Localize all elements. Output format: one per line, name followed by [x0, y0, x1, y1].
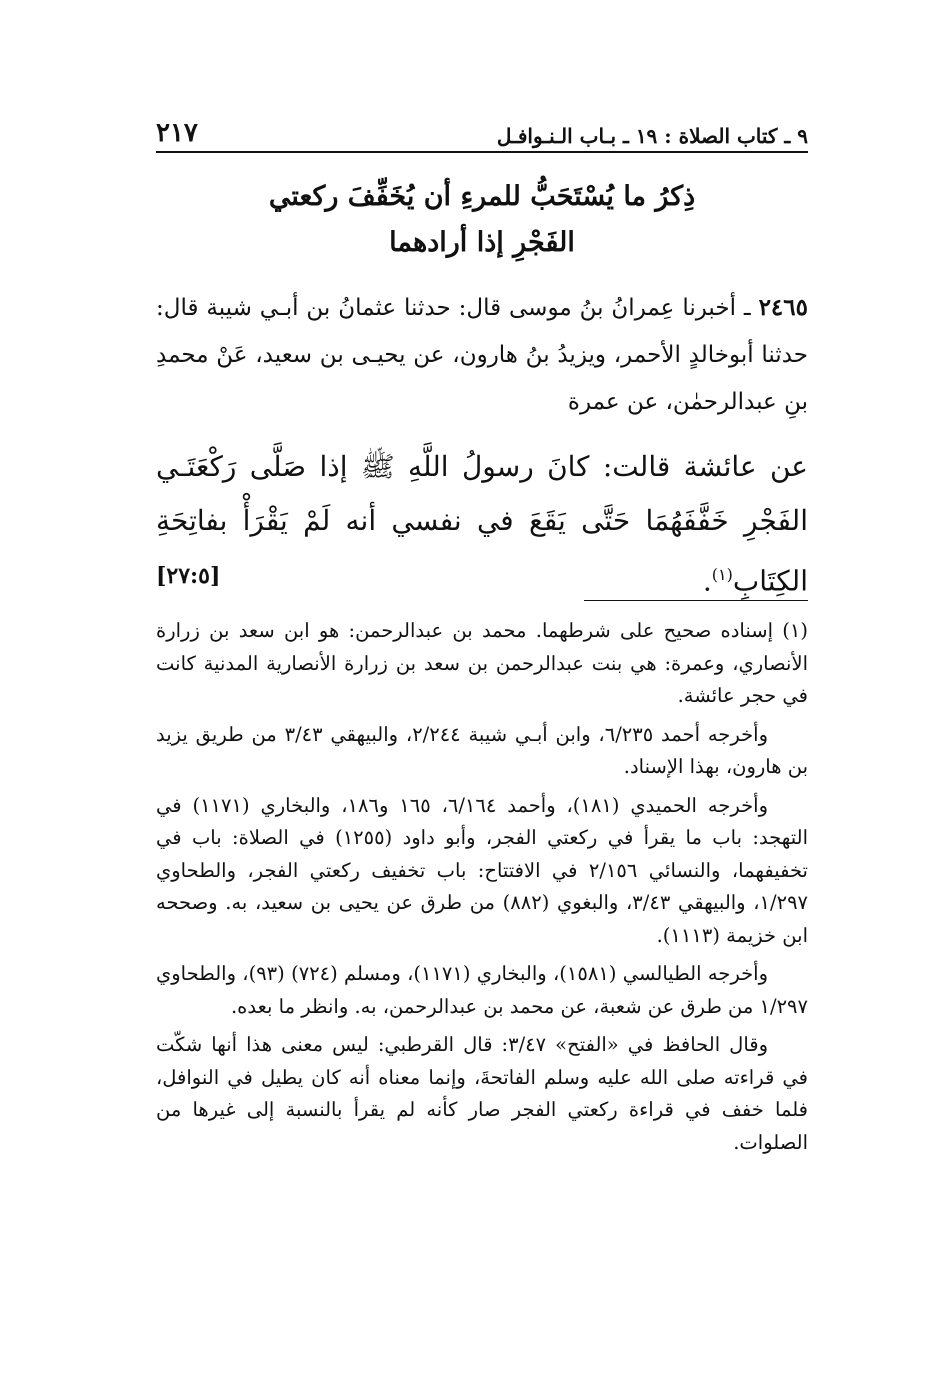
hadith-reference: [٢٧:٥]	[156, 563, 221, 589]
footnote-paragraph: وأخرجه الحميدي (١٨١)، وأحمد ٦/١٦٤، ١٦٥ و١٨٦، والبخاري (١١٧١) في التهجد: باب ما يقرأ في ركعتي الفجر، وأبو داود (١٢٥٥) في الصلاة: باب في تخفيفهما، والنسائي ٢/١٥٦ في الافتتاح: باب تخفيف ركعتي الفجر، والطحاوي ١/٢٩٧، والبيهقي ٣/٤٣، والبغوي (٨٨٢) من طرق عن يحيى بن سعيد، به. وصححه ابن خزيمة (١١١٣).	[156, 793, 809, 947]
chapter-title-line-2: الفَجْرِ إذا أرادهما	[389, 227, 575, 258]
matn-text: عن عائشة قالت: كانَ رسولُ اللَّهِ ﷺ إذا صَلَّى رَكْعَتَـي الفَجْرِ خَفَّفَهُمَا حَتَّى يَقَعَ في نفسي أنه لَمْ يَقْرَأْ بفاتِحَةِ الكِتَابِ	[156, 450, 808, 598]
page-number: ٢١٧	[156, 118, 198, 148]
chapter-title-line-1: ذِكرُ ما يُسْتَحَبُّ للمرءِ أن يُخَفِّفَ ركعتي	[268, 181, 696, 212]
footnote-paragraph: (١) إسناده صحيح على شرطهما. محمد بن عبدالرحمن: هو ابن سعد بن زرارة الأنصاري، وعمرة: هي بنت عبدالرحمن بن سعد بن زرارة الأنصارية المدنية كانت في حجر عائشة.	[156, 619, 808, 707]
running-title: ٩ ـ كتاب الصلاة : ١٩ ـ بـاب الـنـوافـل	[496, 124, 808, 148]
footnote-paragraph: وأخرجه أحمد ٦/٢٣٥، وابن أبـي شيبة ٢/٢٤٤، والبيهقي ٣/٤٣ من طريق يزيد بن هارون، بهذا الإسناد.	[156, 722, 808, 778]
footnote-paragraph: وأخرجه الطيالسي (١٥٨١)، والبخاري (١١٧١)، ومسلم (٧٢٤) (٩٣)، والطحاوي ١/٢٩٧ من طرق عن شعبة، عن محمد بن عبدالرحمن، به. وانظر ما بعده.	[156, 962, 808, 1018]
footnote-divider	[584, 600, 808, 601]
footnote-paragraph: وقال الحافظ في «الفتح» ٣/٤٧: قال القرطبي: ليس معنى هذا أنها شكّت في قراءته صلى الله عليه وسلم الفاتحةَ، وإنما معناه أنه كان يطيل في النوافل، فلما خفف في قراءة ركعتي الفجر صار كأنه لم يقرأ بالنسبة إلى غيرها من الصلوات.	[156, 1033, 808, 1154]
hadith-isnad	[156, 284, 808, 426]
chapter-title	[156, 174, 808, 266]
hadith-number: ٢٤٦٥	[758, 294, 808, 321]
footnote-marker[interactable]: (١)	[711, 565, 733, 584]
isnad-text: ـ أخبرنا عِمرانُ بنُ موسى قال: حدثنا عثمانُ بن أبـي شيبة قال: حدثنا أبوخالدٍ الأحمر، ويزيدُ بنُ هارون، عن يحيـى بن سعيد، عَنْ محمدِ بنِ عبدالرحمٰن، عن عمرة	[156, 295, 808, 415]
footnotes	[156, 615, 808, 1165]
hadith-matn	[156, 440, 808, 608]
matn-end-punct: .	[702, 564, 712, 598]
header-divider	[156, 151, 808, 153]
running-header	[156, 108, 808, 148]
